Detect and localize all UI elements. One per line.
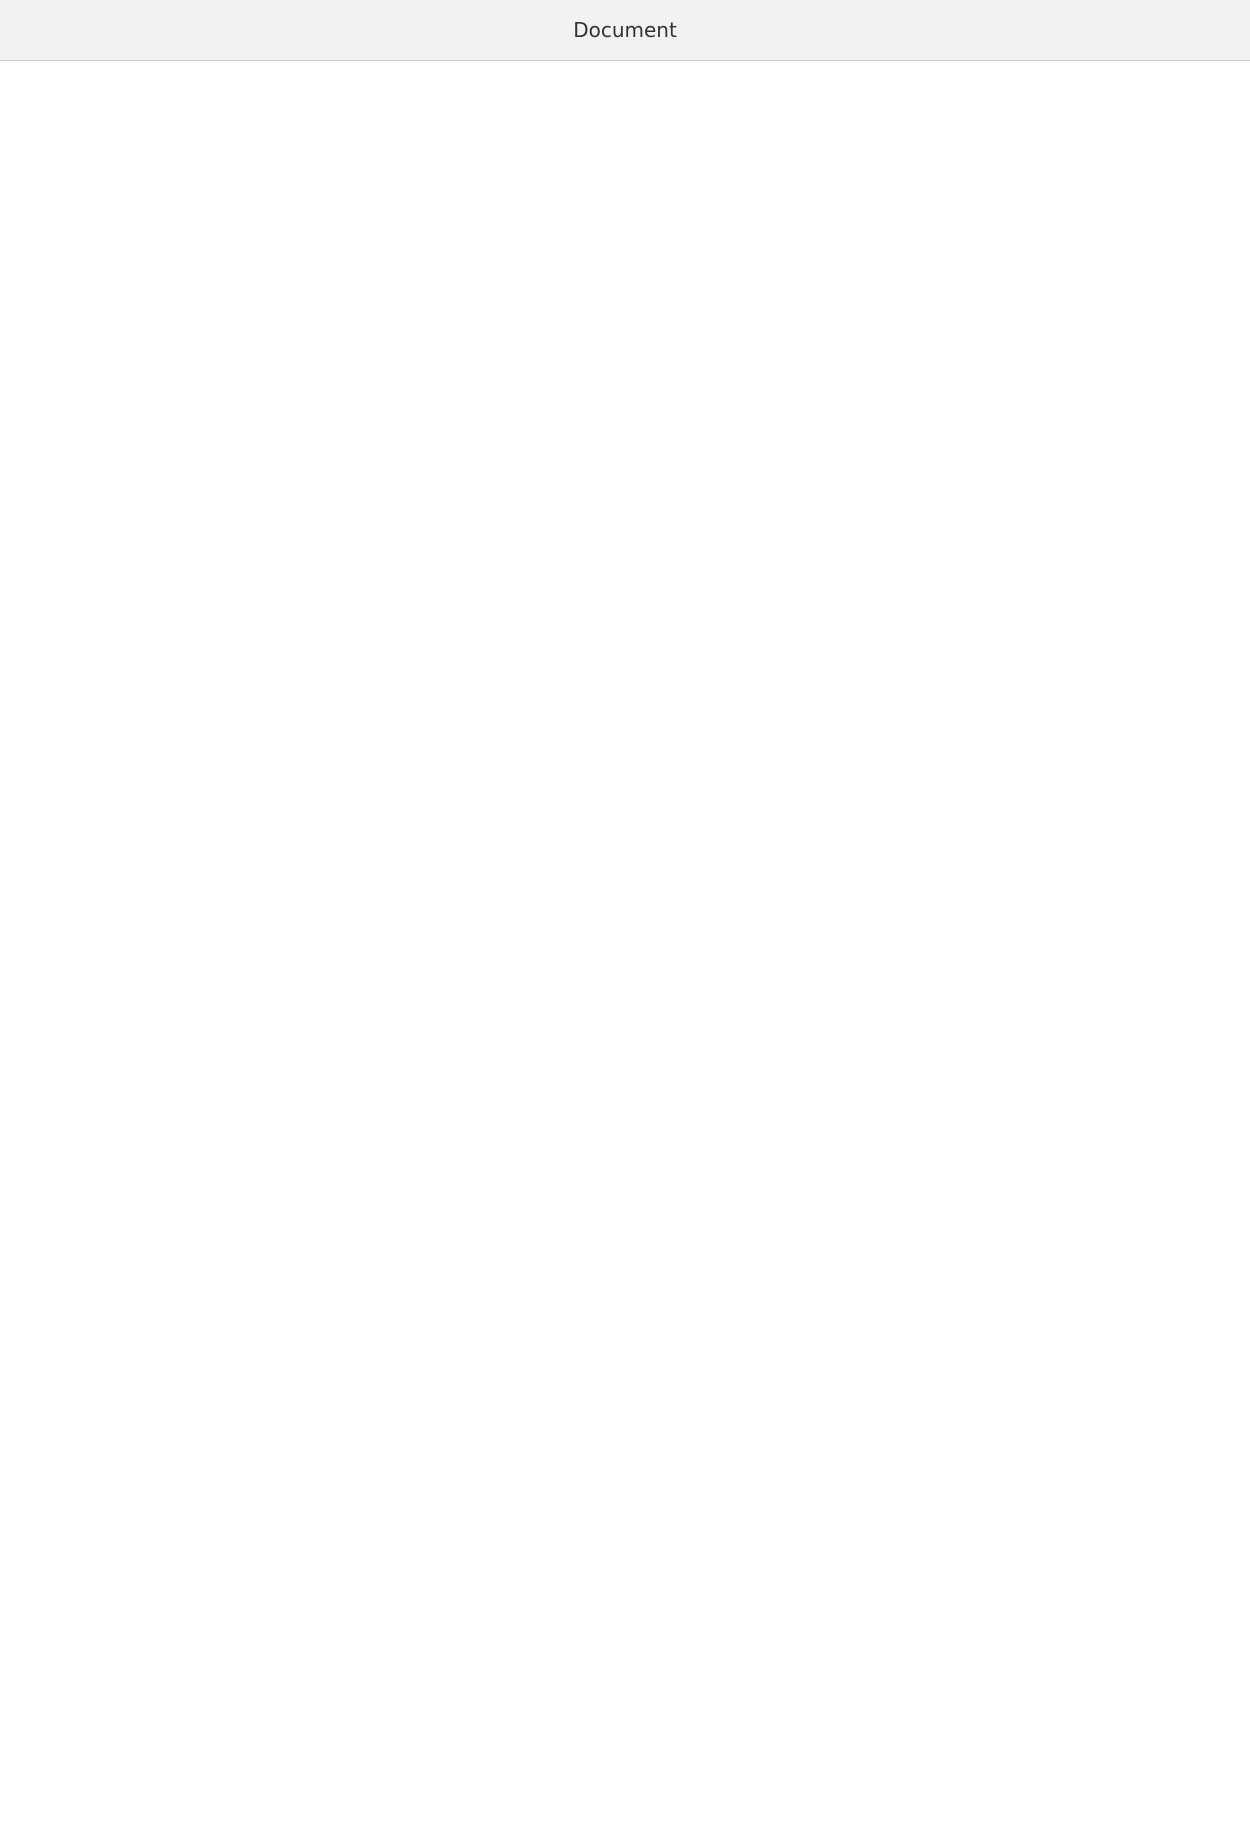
page-title: Document (573, 18, 677, 42)
title-strip (0, 0, 1250, 61)
